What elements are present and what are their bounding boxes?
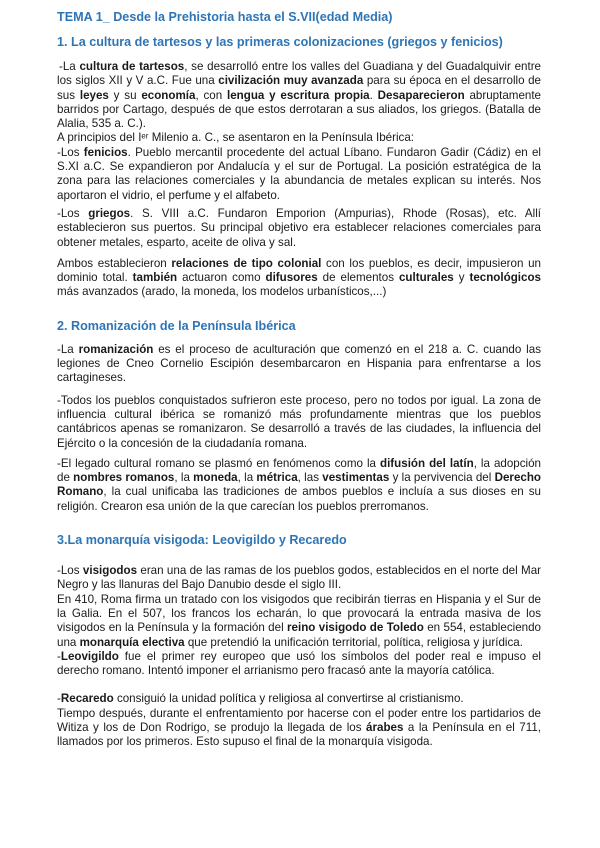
bold-term: economía (141, 88, 196, 102)
text-segment: Tiempo después, durante el enfrentamiento por hacerse con el poder entre los partidarios de Witiza y los de Don Rodrigo, se produjo la llegada de los (57, 706, 541, 734)
text-segment: - (57, 649, 61, 663)
text-segment: -Los (57, 145, 84, 159)
text-segment: , la (174, 471, 194, 485)
text-segment: Ambos establecieron (57, 256, 172, 270)
text-segment: , con (195, 88, 227, 102)
text-segment: , las (297, 471, 323, 485)
bold-term: reino visigodo de Toledo (287, 621, 424, 635)
text-segment: eran una de las ramas de los pueblos godos, establecidos en el norte del Mar Negro y las llanuras del Bajo Danubio desde el siglo III. (57, 564, 541, 592)
bold-term: Desaparecieron (377, 88, 465, 102)
bold-term: civilización muy avanzada (218, 74, 364, 88)
text-segment: -Los (57, 564, 83, 578)
bold-term: griegos (88, 206, 131, 220)
text-segment: en 554, estableciendo una (57, 621, 541, 649)
document-page (57, 10, 541, 750)
text-segment: . S. VIII a.C. Fundaron Emporion (Ampurias), Rhode (Rosas), etc. Allí establecieron sus puertos. Su principal objetivo era establecer relaciones comerciales para obtener metales, esparto, aceite de oliva y sal. (57, 206, 541, 249)
s2-paragraph-1 (57, 343, 541, 386)
bold-term: romanización (78, 342, 154, 356)
bold-term: nombres romanos (73, 471, 175, 485)
section-3-heading: 3.La monarquía visigoda: Leovigildo y Recaredo (57, 533, 347, 548)
text-segment: , se desarrolló entre los valles del Guadiana y del Guadalquivir entre los siglos XII y V a.C. Fue una (57, 60, 542, 88)
text-segment: para su época en el desarrollo de sus (57, 74, 542, 102)
text-segment: , la cual unificaba las tradiciones de ambos pueblos e incluía a sus dioses en su religión. Crearon esa unión de la que carecían los pueblos prerromanos. (57, 485, 541, 513)
bold-term: difusores (265, 271, 318, 285)
bold-term: cultura de tartesos (79, 60, 185, 73)
s3-paragraph-3 (57, 650, 541, 679)
bold-term: métrica (256, 471, 298, 485)
s1-paragraph-1 (57, 60, 541, 131)
text-segment: más avanzados (arado, la moneda, los modelos urbanísticos,...) (57, 285, 387, 299)
text-segment: con los pueblos, es decir, impusieron un dominio total. (57, 256, 541, 285)
bold-term: moneda (193, 471, 238, 485)
text-segment: -El legado cultural romano se plasmó en fenómenos como la (57, 456, 380, 470)
s1-paragraph-2: A principios del Iᵉʳ Milenio a. C., se asentaron en la Península Ibérica: (57, 131, 415, 145)
s2-paragraph-2: -Todos los pueblos conquistados sufrieron este proceso, pero no todos por igual. La zona de influencia cultural ibérica se romanizó más profundamente mientras que los pueblos cantábricos apenas se romanizaron. Se desarrolló a través de las ciudades, la influencia del Ejército o la concesión de la ciudadanía romana. (57, 393, 541, 450)
bold-term: culturales (398, 271, 454, 285)
bold-term: difusión del latín (380, 456, 474, 470)
s3-paragraph-2 (57, 593, 541, 650)
section-1-heading: 1. La cultura de tartesos y las primeras colonizaciones (griegos y fenicios) (57, 35, 503, 49)
bold-term: Leovigildo (60, 649, 119, 663)
document-title: TEMA 1_ Desde la Prehistoria hasta el S.VII(edad Media) (57, 10, 393, 24)
bold-term: vestimentas (322, 471, 390, 485)
text-segment: actuaron como (177, 271, 266, 285)
bold-term: visigodos (82, 564, 138, 578)
text-segment: es el proceso de aculturación que comenzó en el 218 a. C. cuando las legiones de Cneo Cornelio Escipión desembarcaron en Hispania para enfrentarse a los cartagineses. (57, 342, 542, 385)
text-segment: a la Península en el 711, llamados por los primeros. Esto supuso el final de la monarquía visigoda. (57, 720, 541, 749)
text-segment: abruptamente barridos por Cartago, después de que estos derrotaran a sus aliados, los griegos. (Batalla de Alalia, 535 a. C.). (57, 88, 542, 131)
s3-paragraph-5 (57, 707, 541, 750)
text-segment: -Los (57, 206, 89, 220)
s1-paragraph-5 (57, 257, 541, 300)
text-segment: -La (59, 60, 80, 73)
text-segment: -La (57, 342, 79, 356)
bold-term: Recaredo (60, 692, 114, 706)
section-2-heading: 2. Romanización de la Península Ibérica (57, 318, 296, 333)
text-segment: y (453, 271, 470, 285)
bold-term: árabes (366, 720, 404, 734)
bold-term: fenicios (83, 145, 128, 159)
text-segment: y su (108, 88, 142, 102)
bold-term: monarquía electiva (79, 635, 185, 649)
bold-term: lengua y escritura propia (226, 88, 370, 102)
text-segment: - (57, 692, 61, 706)
s1-paragraph-4 (57, 207, 541, 250)
bold-term: tecnológicos (469, 271, 541, 285)
text-segment: , la adopción de (57, 456, 542, 485)
text-segment: de elementos (317, 271, 399, 285)
text-segment: , la (237, 471, 257, 485)
s2-paragraph-3 (57, 457, 541, 514)
text-segment: En 410, Roma firma un tratado con los visigodos que recibirán tierras en Hispania y el Sur de la Galia. En el 507, los francos los echarán, lo que provocará la entrada masiva de los visigodos en la Península y la formación del (57, 592, 541, 635)
s3-paragraph-4 (57, 692, 541, 706)
bold-term: relaciones de tipo colonial (171, 256, 322, 270)
text-segment: . Pueblo mercantil procedente del actual Líbano. Fundaron Gadir (Cádiz) en el S.XI a.C. Se expandieron por Andalucía y el sur de Portugal. La posición estratégica de la zona para las relaciones comerciales y la abundancia de metales explican su interés. Nos aportaron el vidrio, el perfume y el alfabeto. (57, 145, 541, 202)
text-segment: y la pervivencia del (389, 471, 495, 485)
bold-term: también (132, 271, 178, 285)
text-segment: . (369, 88, 378, 102)
text-segment: fue el primer rey europeo que usó los símbolos del poder real e impuso el derecho romano. Intentó imponer el arrianismo pero fracasó ante la mayoría católica. (57, 649, 541, 678)
s1-paragraph-3 (57, 146, 541, 203)
text-segment: consiguió la unidad política y religiosa al convertirse al cristianismo. (113, 692, 464, 706)
s3-paragraph-1 (57, 564, 541, 593)
text-segment: que pretendió la unificación territorial, política, religiosa y jurídica. (184, 635, 523, 649)
bold-term: leyes (79, 88, 109, 102)
bold-term: Derecho Romano (57, 471, 542, 499)
